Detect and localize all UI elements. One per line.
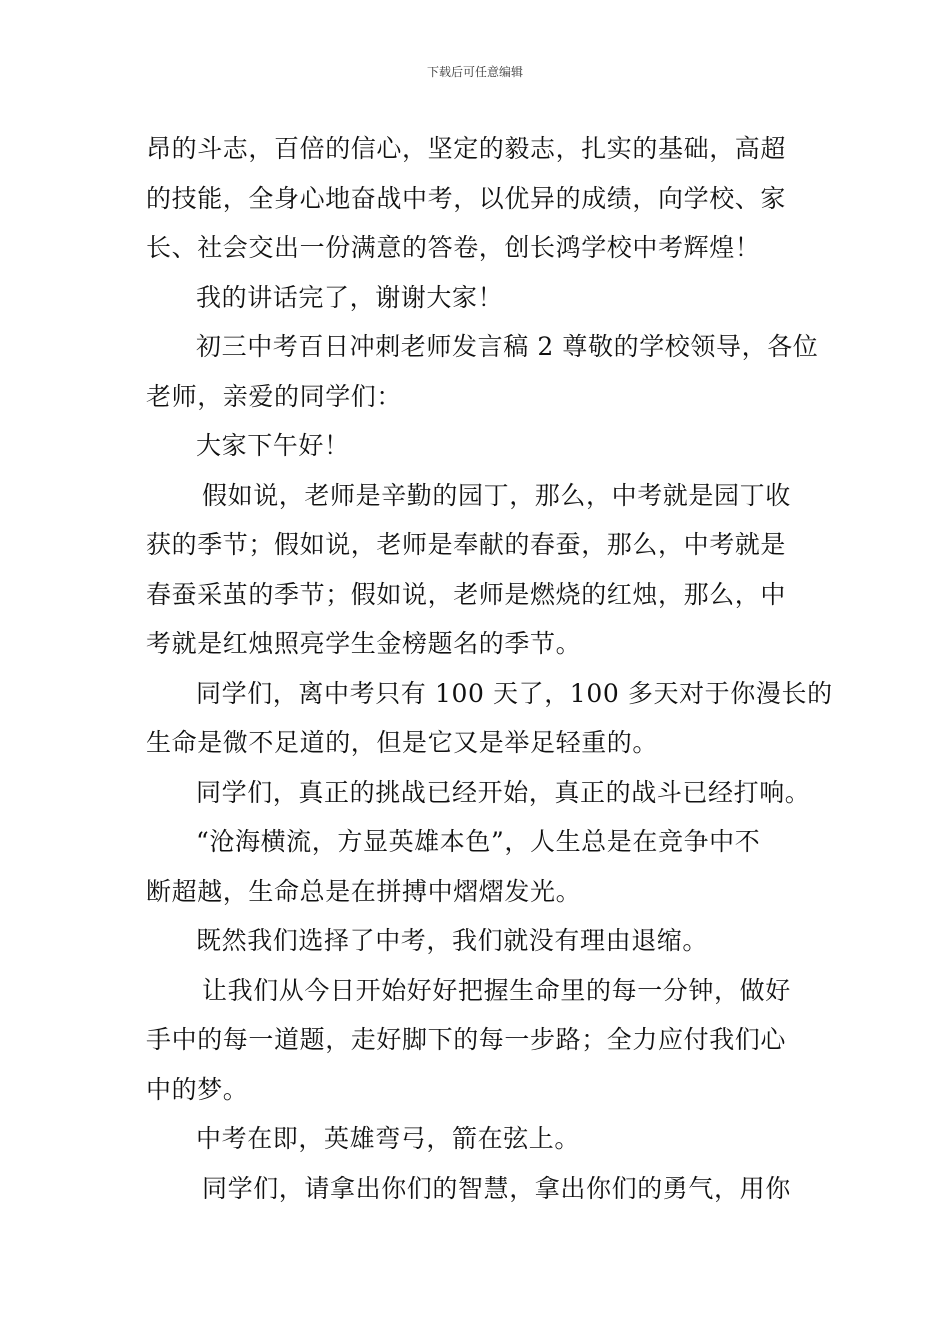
text-line: 的技能，全身心地奋战中考，以优异的成绩，向学校、家 <box>146 183 787 213</box>
text-line: 生命是微不足道的，但是它又是举足轻重的。 <box>146 728 659 757</box>
text-line: 中考在即，英雄弯弓，箭在弦上。 <box>196 1124 581 1153</box>
text-line: 老师，亲爱的同学们： <box>146 381 403 411</box>
document-body <box>146 124 833 1213</box>
text-line: 同学们，离中考只有 100 天了，100 多天对于你漫长的 <box>196 678 833 708</box>
text-line: “沧海横流，方显英雄本色”，人生总是在竞争中不 <box>196 827 761 856</box>
text-line: 春蚕采茧的季节；假如说，老师是燃烧的红烛，那么，中 <box>146 579 787 609</box>
text-line: 长、社会交出一份满意的答卷，创长鸿学校中考辉煌！ <box>146 233 761 262</box>
text-line: 同学们，请拿出你们的智慧，拿出你们的勇气，用你 <box>202 1173 791 1203</box>
text-line: 断超越，生命总是在拼搏中熠熠发光。 <box>146 876 582 906</box>
text-line: 假如说，老师是辛勤的园丁，那么，中考就是园丁收 <box>202 480 791 510</box>
text-line: 手中的每一道题，走好脚下的每一步路；全力应付我们心 <box>146 1025 787 1054</box>
text-line: 考就是红烛照亮学生金榜题名的季节。 <box>146 629 582 658</box>
text-line: 让我们从今日开始好好把握生命里的每一分钟，做好 <box>202 975 791 1005</box>
text-line: 大家下午好！ <box>196 431 350 460</box>
text-line: 同学们，真正的挑战已经开始，真正的战斗已经打响。 <box>196 777 811 807</box>
text-line: 初三中考百日冲刺老师发言稿 2 尊敬的学校领导，各位 <box>196 332 819 361</box>
text-line: 昂的斗志，百倍的信心，坚定的毅志，扎实的基础，高超 <box>146 134 787 163</box>
text-line: 获的季节；假如说，老师是奉献的春蚕，那么，中考就是 <box>146 530 787 559</box>
text-line: 中的梦。 <box>146 1074 249 1104</box>
text-line: 我的讲话完了，谢谢大家！ <box>196 282 504 312</box>
text-line: 既然我们选择了中考，我们就没有理由退缩。 <box>196 926 709 955</box>
page-header: 下载后可任意编辑 <box>426 65 523 79</box>
